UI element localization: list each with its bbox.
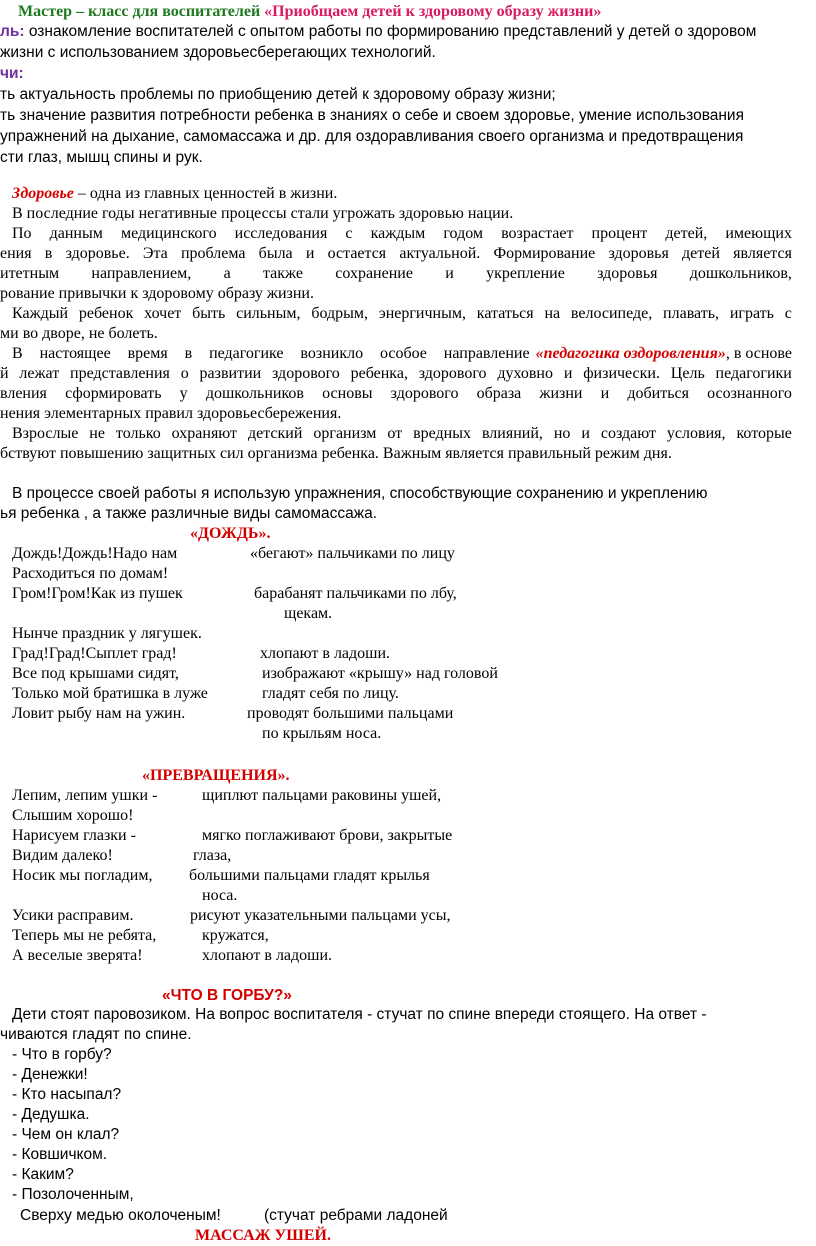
poem-verse: Слышим хорошо! xyxy=(12,807,134,824)
dialog-line: - Чем он клал? xyxy=(12,1126,120,1143)
word: сильным, xyxy=(236,305,301,322)
poem-verse: Только мой братишка в луже xyxy=(12,685,208,702)
word: направление xyxy=(443,345,530,362)
word: в xyxy=(44,245,53,262)
task-2-end: сти глаз, мышц спины и рук. xyxy=(0,149,203,166)
word: духовно xyxy=(497,365,553,382)
word: Взрослые xyxy=(12,425,79,442)
word: образа xyxy=(476,385,522,402)
hump-last-action: (стучат ребрами ладоней xyxy=(264,1207,448,1224)
word: на xyxy=(544,305,561,322)
word: бодрым, xyxy=(311,305,369,322)
word: ения xyxy=(0,245,32,262)
word: и xyxy=(563,365,573,382)
paragraph-2-end: рование привычки к здоровому образу жизни. xyxy=(0,285,314,302)
word: условия, xyxy=(666,425,726,442)
hump-title: «ЧТО В ГОРБУ?» xyxy=(162,987,292,1004)
poem-action: носа. xyxy=(202,887,238,904)
word: хочет xyxy=(144,305,182,322)
paragraph-4 xyxy=(12,344,792,364)
goal-line xyxy=(0,22,756,42)
dialog-line: - Дедушка. xyxy=(12,1106,90,1123)
task-2: ть значение развития потребности ребенка в знаниях о себе и своем здоровье, умение использования xyxy=(0,107,744,124)
poem-action: большими пальцами гладят крылья xyxy=(189,867,430,884)
word: играть xyxy=(729,305,774,322)
poem-verse: Ловит рыбу нам на ужин. xyxy=(12,705,186,722)
word: и xyxy=(305,245,315,262)
poem-verse: Гром!Гром!Как из пушек xyxy=(12,585,183,602)
word: укрепление xyxy=(486,265,565,282)
word: кататься xyxy=(476,305,534,322)
poem-verse: Нынче праздник у лягушек. xyxy=(12,625,202,642)
word: также xyxy=(262,265,303,282)
paragraph-3-end: ми во дворе, не болеть. xyxy=(0,325,158,342)
dialog-line: - Кто насыпал? xyxy=(12,1086,122,1103)
word: дошкольников, xyxy=(689,265,792,282)
word: физически. xyxy=(583,365,660,382)
word: лежат xyxy=(19,365,60,382)
health-line: Здоровье – одна из главных ценностей в жизни. xyxy=(12,185,338,202)
health-word: Здоровье xyxy=(12,185,74,202)
poem-action: «бегают» пальчиками по лицу xyxy=(250,545,455,562)
word: и xyxy=(581,425,590,442)
word: и xyxy=(600,385,610,402)
word: процент xyxy=(591,225,648,242)
paragraph-5-end: бствуют повышению защитных сил организма ребенка. Важным является правильный режим дня. xyxy=(0,445,672,462)
paragraph-4-cont xyxy=(0,364,792,384)
word: педагогики xyxy=(715,365,792,382)
poem-verse: Теперь мы не ребята, xyxy=(12,927,157,944)
poem-action: щиплют пальцами раковины ушей, xyxy=(202,787,442,804)
poem-action: барабанят пальчиками по лбу, xyxy=(254,585,457,602)
word: велосипеде, xyxy=(570,305,653,322)
word: была xyxy=(258,245,293,262)
poem-action: по крыльям носа. xyxy=(262,725,382,742)
paragraph-2 xyxy=(12,224,792,244)
word: здоровья xyxy=(608,245,669,262)
word: вредных xyxy=(413,425,471,442)
poem-verse: Град!Град!Сыплет град! xyxy=(12,645,177,662)
poem-action: щекам. xyxy=(284,605,333,622)
word: плавать, xyxy=(663,305,720,322)
word: Цель xyxy=(670,365,705,382)
p4-term-wrap: «педагогика оздоровления», в основе xyxy=(535,345,792,362)
word: здорового xyxy=(272,365,340,382)
word: ребенок xyxy=(78,305,134,322)
poem-verse: Носик мы погладим, xyxy=(12,867,153,884)
hump-intro-end: чиваются гладят по спине. xyxy=(0,1026,192,1043)
word: актуальной. xyxy=(399,245,481,262)
word: быть xyxy=(192,305,226,322)
word: здоровье. xyxy=(65,245,130,262)
word: возникло xyxy=(300,345,364,362)
word: развитии xyxy=(199,365,262,382)
word: В xyxy=(12,345,23,362)
word: здорового xyxy=(390,385,459,402)
poem-verse: Дождь!Дождь!Надо нам xyxy=(12,545,178,562)
word: исследования xyxy=(234,225,328,242)
word: итетным xyxy=(0,265,60,282)
task-1: ть актуальность проблемы по приобщению детей к здоровому образу жизни; xyxy=(0,86,556,103)
word: о xyxy=(180,365,189,382)
poem-action: глаза, xyxy=(193,847,232,864)
word: годом xyxy=(443,225,484,242)
word: которые xyxy=(736,425,792,442)
word: представления xyxy=(70,365,170,382)
word: добиться xyxy=(627,385,689,402)
word: вления xyxy=(0,385,47,402)
title-part2: «Приобщаем детей к здоровому образу жизни» xyxy=(264,3,602,20)
paragraph-6-end: ья ребенка , а также различные виды самомассажа. xyxy=(0,505,378,522)
dialog-line: - Что в горбу? xyxy=(12,1046,112,1063)
word: детей, xyxy=(665,225,708,242)
word: здоровья xyxy=(597,265,658,282)
dialog-line: - Каким? xyxy=(12,1166,74,1183)
goal-label: ль: xyxy=(0,23,25,40)
poem-verse: Все под крышами сидят, xyxy=(12,665,179,682)
paragraph-4-end: нения элементарных правил здоровьесбережения. xyxy=(0,405,342,422)
word: основы xyxy=(322,385,373,402)
poem-action: хлопают в ладоши. xyxy=(202,947,333,964)
transform-title: «ПРЕВРАЩЕНИЯ». xyxy=(142,767,290,784)
word: детей xyxy=(682,245,720,262)
tasks-label: чи: xyxy=(0,65,24,82)
pedagogy-term: «педагогика оздоровления» xyxy=(535,345,726,362)
word: осознанного xyxy=(707,385,792,402)
title-part1: Мастер – класс для воспитателей xyxy=(18,3,265,20)
paragraph-5 xyxy=(12,424,792,444)
word: й xyxy=(0,365,9,382)
document-title xyxy=(18,2,601,22)
paragraph-6: В процессе своей работы я использую упражнения, способствующие сохранению и укреплению xyxy=(12,485,708,502)
word: настоящее xyxy=(39,345,111,362)
word: сохранение xyxy=(335,265,413,282)
word: а xyxy=(223,265,231,282)
paragraph-4-cont2 xyxy=(0,384,792,404)
word: каждым xyxy=(370,225,426,242)
word: сформировать xyxy=(65,385,162,402)
dialog-line: - Позолоченным, xyxy=(12,1186,134,1203)
word: энергичным, xyxy=(378,305,466,322)
poem-action: хлопают в ладоши. xyxy=(260,645,391,662)
goal-text: ознакомление воспитателей с опытом работы по формированию представлений у детей о здоровом xyxy=(24,23,757,40)
word: остается xyxy=(327,245,387,262)
poem-action: мягко поглаживают брови, закрытые xyxy=(202,827,453,844)
word: особое xyxy=(379,345,427,362)
word: Эта xyxy=(142,245,168,262)
word: возрастает xyxy=(501,225,574,242)
poem-action: кружатся, xyxy=(202,927,269,944)
word: является xyxy=(733,245,792,262)
poem-action: изображают «крышу» над головой xyxy=(262,665,498,682)
word: и xyxy=(445,265,454,282)
word: организм xyxy=(313,425,377,442)
poem-verse: Нарисуем глазки - xyxy=(12,827,136,844)
poem-verse: Усики расправим. xyxy=(12,907,134,924)
word: данным xyxy=(49,225,103,242)
paragraph-3 xyxy=(12,304,792,324)
word: ребенка, xyxy=(350,365,408,382)
poem-action: проводят большими пальцами xyxy=(247,705,454,722)
word: жизни xyxy=(539,385,583,402)
word: здорового xyxy=(418,365,487,382)
word: время xyxy=(127,345,168,362)
hump-last-verse: Сверху медью околоченым! xyxy=(20,1207,221,1224)
word: создают xyxy=(600,425,656,442)
word: Формирование xyxy=(493,245,596,262)
word: только xyxy=(115,425,161,442)
paragraph-1: В последние годы негативные процессы стали угрожать здоровью нации. xyxy=(12,205,514,222)
word: в xyxy=(184,345,193,362)
poem-action: гладят себя по лицу. xyxy=(262,685,399,702)
word: дошкольников xyxy=(205,385,304,402)
word: направлением, xyxy=(91,265,192,282)
dialog-line: - Ковшичком. xyxy=(12,1146,108,1163)
paragraph-2-cont xyxy=(0,244,792,264)
ears-title: МАССАЖ УШЕЙ. xyxy=(195,1227,331,1244)
poem-verse: А веселые зверята! xyxy=(12,947,143,964)
poem-action: рисуют указательными пальцами усы, xyxy=(190,907,451,924)
word: медицинского xyxy=(120,225,217,242)
word: у xyxy=(179,385,188,402)
paragraph-2-cont2 xyxy=(0,264,792,284)
word: с xyxy=(345,225,353,242)
dialog-line: - Денежки! xyxy=(12,1066,88,1083)
poem-verse: Видим далеко! xyxy=(12,847,113,864)
p4-words xyxy=(12,344,530,364)
word: от xyxy=(387,425,403,442)
poem-verse: Лепим, лепим ушки - xyxy=(12,787,158,804)
hump-intro: Дети стоят паровозиком. На вопрос воспитателя - стучат по спине впереди стоящего. На ответ - xyxy=(12,1006,707,1023)
word: влияний, xyxy=(481,425,543,442)
poem-verse: Расходиться по домам! xyxy=(12,565,169,582)
goal-text-cont: жизни с использованием здоровьесберегающих технологий. xyxy=(0,44,436,61)
rain-title: «ДОЖДЬ». xyxy=(190,525,271,542)
word: имеющих xyxy=(725,225,792,242)
task-2-cont: упражнений на дыхание, самомассажа и др. для оздоравливания своего организма и предотвращения xyxy=(0,128,744,145)
word: По xyxy=(12,225,32,242)
word: но xyxy=(553,425,571,442)
word: не xyxy=(89,425,105,442)
word: детский xyxy=(247,425,303,442)
word: проблема xyxy=(180,245,246,262)
word: с xyxy=(784,305,792,322)
word: педагогике xyxy=(209,345,284,362)
word: Каждый xyxy=(12,305,69,322)
word: охраняют xyxy=(171,425,238,442)
